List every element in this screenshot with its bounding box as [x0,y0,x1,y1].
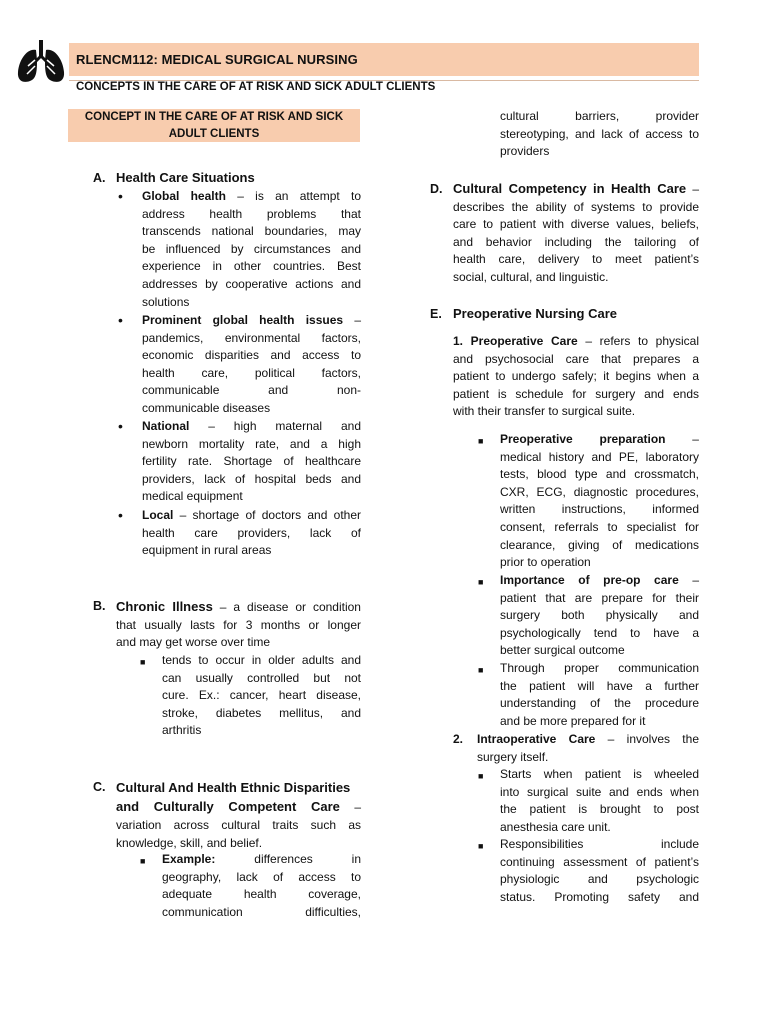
page-subtitle: CONCEPTS IN THE CARE OF AT RISK AND SICK ADULT CLIENTS [76,81,436,93]
square-bullet-icon: ■ [478,771,484,781]
intraop-start-item: Starts when patient is wheeled into surgical suite and ends when the patient is brought to post anesthesia care unit. [500,767,699,834]
section-b-heading: Chronic Illness [116,599,213,614]
section-c-heading-line-2: and Culturally Competent Care [116,799,340,814]
section-c-subitem: Example: differences in geography, lack of access to adequate health coverage, communication difficulties, [162,852,361,919]
preop-importance-item: Importance of pre-op care – patient that are prepare for their surgery both physically and psychologically tend to have a better surgical outcome [500,573,699,658]
course-title: RLENCM112: MEDICAL SURGICAL NURSING [76,52,358,67]
section-title-line-2: ADULT CLIENTS [168,128,260,140]
square-bullet-icon: ■ [478,665,484,675]
square-bullet-icon: ■ [478,577,484,587]
square-bullet-icon: ■ [478,436,484,446]
intraoperative-care-paragraph: Intraoperative Care – involves the surgery itself. [477,732,699,764]
section-b-subitem: tends to occur in older adults and can usually controlled but not cure. Ex.: cancer, heart disease, stroke, diabetes mellitus, and arthritis [162,653,361,738]
preoperative-care-paragraph: 1. Preoperative Care – refers to physical and psychosocial care that prepares a patient to undergo safely; it begins when a patient is schedule for surgery and ends with their transfer to surgical suite. [453,334,700,419]
section-e-label: E. [430,307,442,321]
section-d-heading: Cultural Competency in Health Care [453,181,687,196]
section-d-body: Cultural Competency in Health Care – describes the ability of systems to provide care to patient with diverse values, beliefs, and behavior including the tailoring of health care, delivery to meet patient’s social, cultural, and linguistic. [453,181,699,284]
intraop-responsibilities-item: Responsibilities include continuing assessment of patient’s physiologic and psychologic status. Promoting safety and [500,837,699,904]
list-item-prominent-issues: Prominent global health issues – pandemics, environmental factors, economic disparities and access to health care, political factors, communicable and non- communicable diseases [142,313,361,415]
bullet-icon: • [118,507,123,523]
preop-preparation-item: Preoperative preparation – medical history and PE, laboratory tests, blood type and crossmatch, CXR, ECG, diagnostic procedures, written instructions, informed consent, referrals to specialist for clearance, giving of medications prior to operation [500,432,699,570]
section-a-label: A. [93,171,106,185]
preop-communication-item: Through proper communication the patient will have a further understanding of the procedure and be more prepared for it [500,661,699,728]
item-2-label: 2. [453,732,464,746]
continued-text: cultural barriers, provider stereotyping, and lack of access to providers [500,109,699,159]
list-item-global-health: Global health – is an attempt to address health problems that transcends national boundaries, may be influenced by circumstances and experience in other countries. Best addresses by cooperative actions and solutions [142,189,361,309]
bullet-icon: • [118,188,123,204]
section-title-box [68,109,360,142]
section-a-heading: Health Care Situations [116,170,255,185]
lungs-icon [15,38,67,86]
section-b-body: Chronic Illness – a disease or condition that usually lasts for 3 months or longer and may get worse over time [116,599,361,650]
list-item-local: Local – shortage of doctors and other health care providers, lack of equipment in rural areas [142,508,361,558]
square-bullet-icon: ■ [140,856,146,866]
section-b-label: B. [93,599,106,613]
square-bullet-icon: ■ [140,657,146,667]
bullet-icon: • [118,418,123,434]
list-item-national: National – high maternal and newborn mortality rate, and a high fertility rate. Shortage of healthcare providers, lack of hospital beds and medical equipment [142,419,361,504]
square-bullet-icon: ■ [478,841,484,851]
section-c-heading-line-1: Cultural And Health Ethnic Disparities [116,780,351,795]
section-e-heading: Preoperative Nursing Care [453,306,618,321]
section-c-body: Cultural And Health Ethnic Disparities and Culturally Competent Care – variation across cultural traits such as knowledge, skill, and belief. [116,780,361,850]
bullet-icon: • [118,312,123,328]
section-c-label: C. [93,780,106,794]
section-title-line-1: CONCEPT IN THE CARE OF AT RISK AND SICK [84,111,344,123]
section-d-label: D. [430,182,443,196]
